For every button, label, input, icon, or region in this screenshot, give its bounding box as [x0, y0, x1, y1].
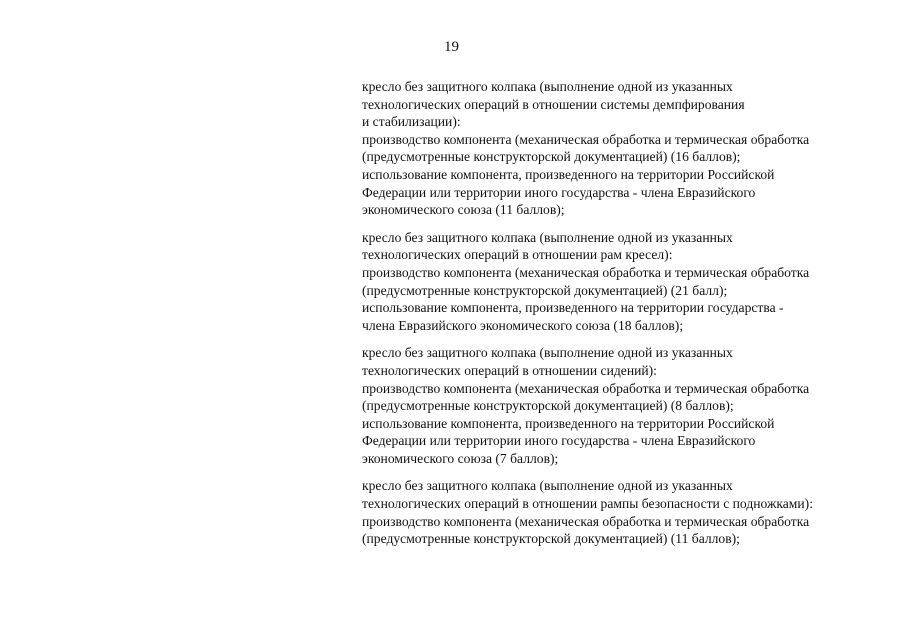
text-line: экономического союза (11 баллов);	[362, 202, 565, 218]
text-line: технологических операций в отношении рампы безопасности с подножками):	[362, 496, 813, 512]
text-line: члена Евразийского экономического союза (18 баллов);	[362, 317, 684, 333]
text-line: экономического союза (7 баллов);	[362, 450, 559, 466]
page-number: 19	[444, 39, 459, 55]
text-line: Федерации или территории иного государства - члена Евразийского	[362, 184, 756, 200]
text-line: технологических операций в отношении рам кресел):	[362, 247, 673, 263]
text-line: (предусмотренные конструкторской документацией) (11 баллов);	[362, 531, 740, 547]
text-line: (предусмотренные конструкторской документацией) (8 баллов);	[362, 398, 734, 414]
text-line: (предусмотренные конструкторской документацией) (16 баллов);	[362, 149, 741, 165]
document-body	[362, 78, 882, 558]
text-line: и стабилизации):	[362, 114, 461, 130]
paragraph-safety-ramp	[362, 477, 882, 547]
text-line: производство компонента (механическая обработка и термическая обработка	[362, 513, 810, 529]
text-line: использование компонента, произведенного на территории Российской	[362, 166, 775, 182]
text-line: (предусмотренные конструкторской документацией) (21 балл);	[362, 282, 728, 298]
text-line: кресло без защитного колпака (выполнение одной из указанных	[362, 79, 733, 94]
text-line: производство компонента (механическая обработка и термическая обработка	[362, 131, 810, 147]
text-line: производство компонента (механическая обработка и термическая обработка	[362, 264, 810, 280]
text-line: производство компонента (механическая обработка и термическая обработка	[362, 380, 810, 396]
text-line: технологических операций в отношении системы демпфирования	[362, 96, 745, 112]
text-line: кресло без защитного колпака (выполнение одной из указанных	[362, 229, 733, 245]
paragraph-damping-system	[362, 78, 882, 219]
text-line: Федерации или территории иного государства - члена Евразийского	[362, 433, 756, 449]
text-line: использование компонента, произведенного на территории Российской	[362, 415, 775, 431]
text-line: кресло без защитного колпака (выполнение одной из указанных	[362, 345, 733, 361]
text-line: кресло без защитного колпака (выполнение одной из указанных	[362, 478, 733, 494]
paragraph-seats	[362, 344, 882, 467]
paragraph-seat-frames	[362, 229, 882, 335]
text-line: технологических операций в отношении сидений):	[362, 362, 657, 378]
text-line: использование компонента, произведенного на территории государства -	[362, 300, 784, 316]
